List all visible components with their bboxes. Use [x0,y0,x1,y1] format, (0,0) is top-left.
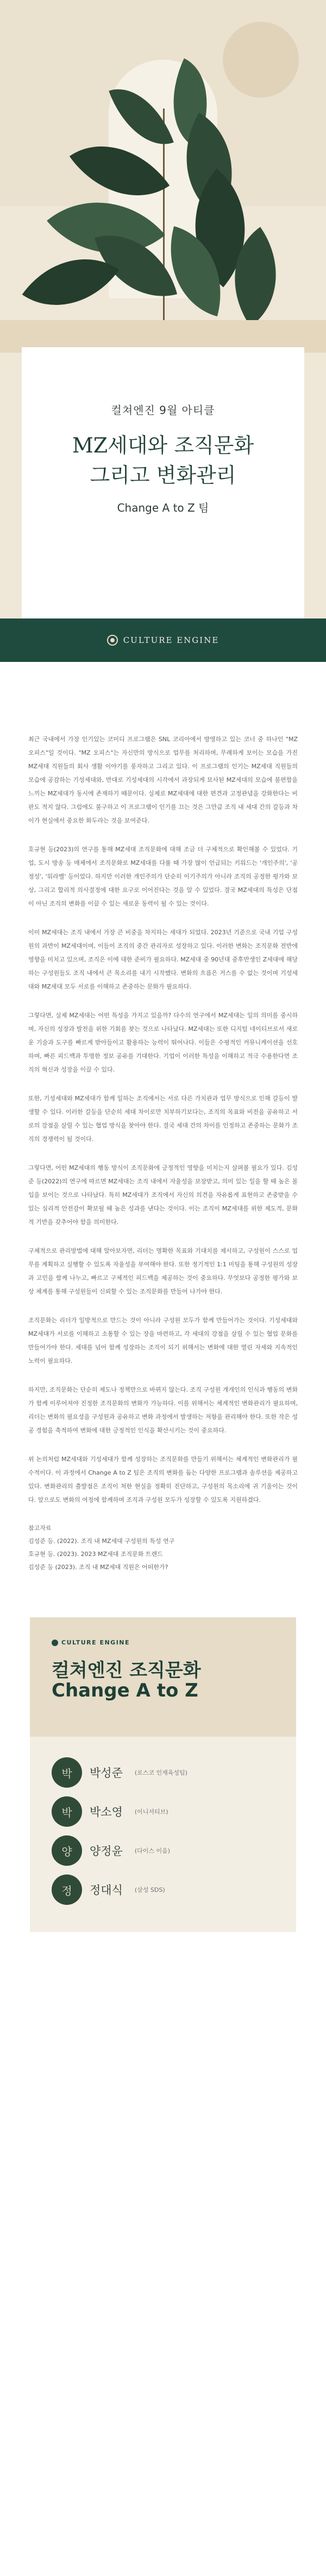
credits-card [30,1617,296,1932]
credits-brand-name: CULTURE ENGINE [61,1639,130,1646]
article-tagline: 컬쳐엔진 9월 아티클 [111,404,215,417]
avatar: 박 [52,1796,82,1827]
member-name: 박성준 [90,1767,123,1780]
reference-item: 김성준 등. (2022). 조직 내 MZ세대 구성원의 특성 연구 [28,1538,175,1545]
paragraph: 이미 MZ세대는 조직 내에서 가장 큰 비중을 차지하는 세대가 되었다. 2023년 기준으로 국내 기업 구성원의 과반이 MZ세대이며, 이들이 조직의 중간 관리자로 성장하고 있다. 이러한 변화는 조직문화 전반에 영향을 미치고 있으며, 조직은 이에 대한 준비가 필요하다. MZ세대 중 90년대 중후반생인 Z세대에 해당하는 구성원들도 조직 내에서 큰 목소리를 내기 시작했다. 변화의 흐름은 거스를 수 없는 것이며 기성세대와 MZ세대 모두 서로를 이해하고 존중하는 문화가 필요하다. [28,929,298,990]
team-member [52,1792,274,1831]
paragraph: 하지만, 조직문화는 단순히 제도나 정책만으로 바뀌지 않는다. 조직 구성원 개개인의 인식과 행동의 변화가 함께 이루어져야 진정한 조직문화의 변화가 가능하다. 이를 위해서는 체계적인 변화관리가 필요하며, 리더는 변화의 필요성을 구성원과 공유하고 변화 과정에서 발생하는 저항을 관리해야 한다. 또한 작은 성공 경험을 축적하여 변화에 대한 긍정적인 인식을 확산시키는 것이 중요하다. [28,1386,298,1434]
paragraph: 또한, 기성세대와 MZ세대가 함께 일하는 조직에서는 서로 다른 가치관과 업무 방식으로 인해 갈등이 발생할 수 있다. 이러한 갈등을 단순히 세대 차이로만 치부하기보다는, 조직의 목표와 비전을 공유하고 서로의 강점을 살릴 수 있는 협업 방식을 찾아야 한다. 결국 세대 간의 차이를 인정하고 존중하는 문화가 조직의 경쟁력이 될 것이다. [28,1095,298,1143]
avatar: 박 [52,1757,82,1788]
reference-item: 호규현 등. (2023). 2023 MZ세대 조직문화 트렌드 [28,1551,163,1558]
paragraph: 위 논의처럼 MZ세대와 기성세대가 함께 성장하는 조직문화를 만들기 위해서는 체계적인 변화관리가 필수적이다. 이 과정에서 Change A to Z 팀은 조직의 변화를 돕는 다양한 프로그램과 솔루션을 제공하고 있다. 변화관리의 출발점은 조직이 처한 현실을 정확히 진단하고, 구성원의 목소리에 귀 기울이는 것이다. 앞으로도 변화의 여정에 함께하며 조직과 구성원 모두가 성장할 수 있도록 지원하겠다. [28,1456,298,1503]
credits-title-line2: Change A to Z [52,1680,198,1701]
paragraph: 그렇다면, 어떤 MZ세대의 행동 방식이 조직문화에 긍정적인 영향을 미치는지 살펴볼 필요가 있다. 김성준 등(2022)의 연구에 따르면 MZ세대는 조직 내에서 자율성을 보장받고, 의미 있는 일을 할 때 높은 몰입을 보이는 것으로 나타났다. 특히 MZ세대가 조직에서 자신의 의견을 자유롭게 표현하고 존중받을 수 있는 심리적 안전감이 확보될 때 높은 성과를 낸다는 것이다. 이는 조직이 MZ세대를 위한 제도적, 문화적 기반을 갖추어야 함을 의미한다. [28,1164,298,1226]
member-role: (다이스 이음) [134,1847,171,1854]
team-member [52,1870,274,1909]
team-member [52,1753,274,1792]
page-title-line2: 그리고 변화관리 [90,463,236,487]
brand-name: CULTURE ENGINE [123,635,220,645]
culture-engine-logo-icon [107,635,118,646]
article-body [0,662,326,1606]
references-label: 참고자료 [28,1525,52,1532]
references [28,1522,298,1574]
member-role: (삼성 SDS) [134,1886,165,1893]
page-title-line1: MZ세대와 조직문화 [72,433,254,457]
member-name: 박소영 [90,1806,123,1819]
culture-engine-logo-icon [52,1640,58,1646]
team-members [52,1753,274,1909]
avatar: 양 [52,1835,82,1866]
member-role: (로스코 인재육성팀) [134,1769,187,1776]
avatar: 정 [52,1874,82,1905]
paragraph: 호규현 등(2023)의 연구를 통해 MZ세대 조직문화에 대해 조금 더 구체적으로 확인해볼 수 있었다. 기업, 도시 방송 등 매체에서 조직문화로 MZ세대를 다룰 때 가장 많이 언급되는 키워드는 '개인주의', '공정성', '워라밸' 등이었다. 하지만 이러한 개인주의가 단순히 이기주의가 아니라 조직의 공정한 평가와 보상, 그리고 합리적 의사결정에 대한 요구로 이어진다는 것을 알 수 있었다. 결국 MZ세대의 특성은 단점이 아닌 조직의 변화를 이끌 수 있는 새로운 동력이 될 수 있는 것이다. [28,846,298,907]
member-name: 양정윤 [90,1845,123,1858]
paragraph: 그렇다면, 실제 MZ세대는 어떤 특성을 가지고 있을까? 다수의 연구에서 MZ세대는 일의 의미를 중시하며, 자신의 성장과 발전을 위한 기회를 찾는 것으로 나타났다. MZ세대는 또한 디지털 네이티브로서 새로운 기술과 도구를 빠르게 받아들이고 활용하는 능력이 뛰어나다. 이들은 수평적인 커뮤니케이션을 선호하며, 빠른 피드백과 투명한 정보 공유를 기대한다. 기업이 이러한 특성을 이해하고 적극 수용한다면 조직의 혁신과 성장을 이끌 수 있다. [28,1012,298,1073]
member-name: 정대식 [90,1884,123,1897]
paragraph: 구체적으로 관리방법에 대해 알아보자면, 리더는 명확한 목표와 기대치를 제시하고, 구성원이 스스로 업무를 계획하고 실행할 수 있도록 자율성을 부여해야 한다. 또한 정기적인 1:1 미팅을 통해 구성원의 성장과 고민을 함께 나누고, 빠르고 구체적인 피드백을 제공하는 것이 중요하다. 무엇보다 공정한 평가와 보상 체계를 통해 구성원들이 신뢰할 수 있는 조직문화를 만들어 나가야 한다. [28,1247,298,1295]
paragraph: 최근 국내에서 가장 인기있는 코미디 프로그램은 SNL 코리아에서 방영하고 있는 코너 중 하나인 "MZ 오피스"일 것이다. "MZ 오피스"는 자신만의 방식으로 업무를 처리하며, 무례하게 보이는 모습을 가진 MZ세대 직원들의 회사 생활 이야기를 풍자하고 그리고 있다. 이 프로그램의 인기는 MZ세대 직원들의 모습에 공감하는 기성세대와, 반대로 기성세대의 시각에서 과장되게 묘사된 MZ세대의 모습에 불편함을 느끼는 MZ세대가 동시에 존재하기 때문이다. 실제로 MZ세대에 대한 편견과 고정관념을 강화한다는 비판도 적지 않다. 그럼에도 불구하고 이 프로그램이 인기를 끄는 것은 그만큼 조직 내 세대 간의 갈등과 차이가 현실에서 중요한 화두라는 것을 보여준다. [28,736,298,824]
decorative-circle [223,22,299,98]
reference-item: 김성준 등 (2023). 조직 내 MZ세대 직원은 어떠한가? [28,1564,168,1571]
member-role: (이니셔티브) [134,1808,168,1815]
credits-brand [52,1639,130,1646]
credits-title-line1: 컬쳐엔진 조직문화 [52,1660,201,1681]
brand-bar [0,619,326,662]
paragraph: 조직문화는 리더가 일방적으로 만드는 것이 아니라 구성원 모두가 함께 만들어가는 것이다. 기성세대와 MZ세대가 서로를 이해하고 소통할 수 있는 장을 마련하고, 각 세대의 강점을 살릴 수 있는 협업 문화를 만들어가야 한다. 세대를 넘어 함께 성장하는 조직이 되기 위해서는 변화에 대한 열린 자세와 지속적인 노력이 필요하다. [28,1317,298,1364]
team-name: Change A to Z 팀 [117,501,209,514]
hero-section [0,0,326,662]
team-member [52,1831,274,1870]
